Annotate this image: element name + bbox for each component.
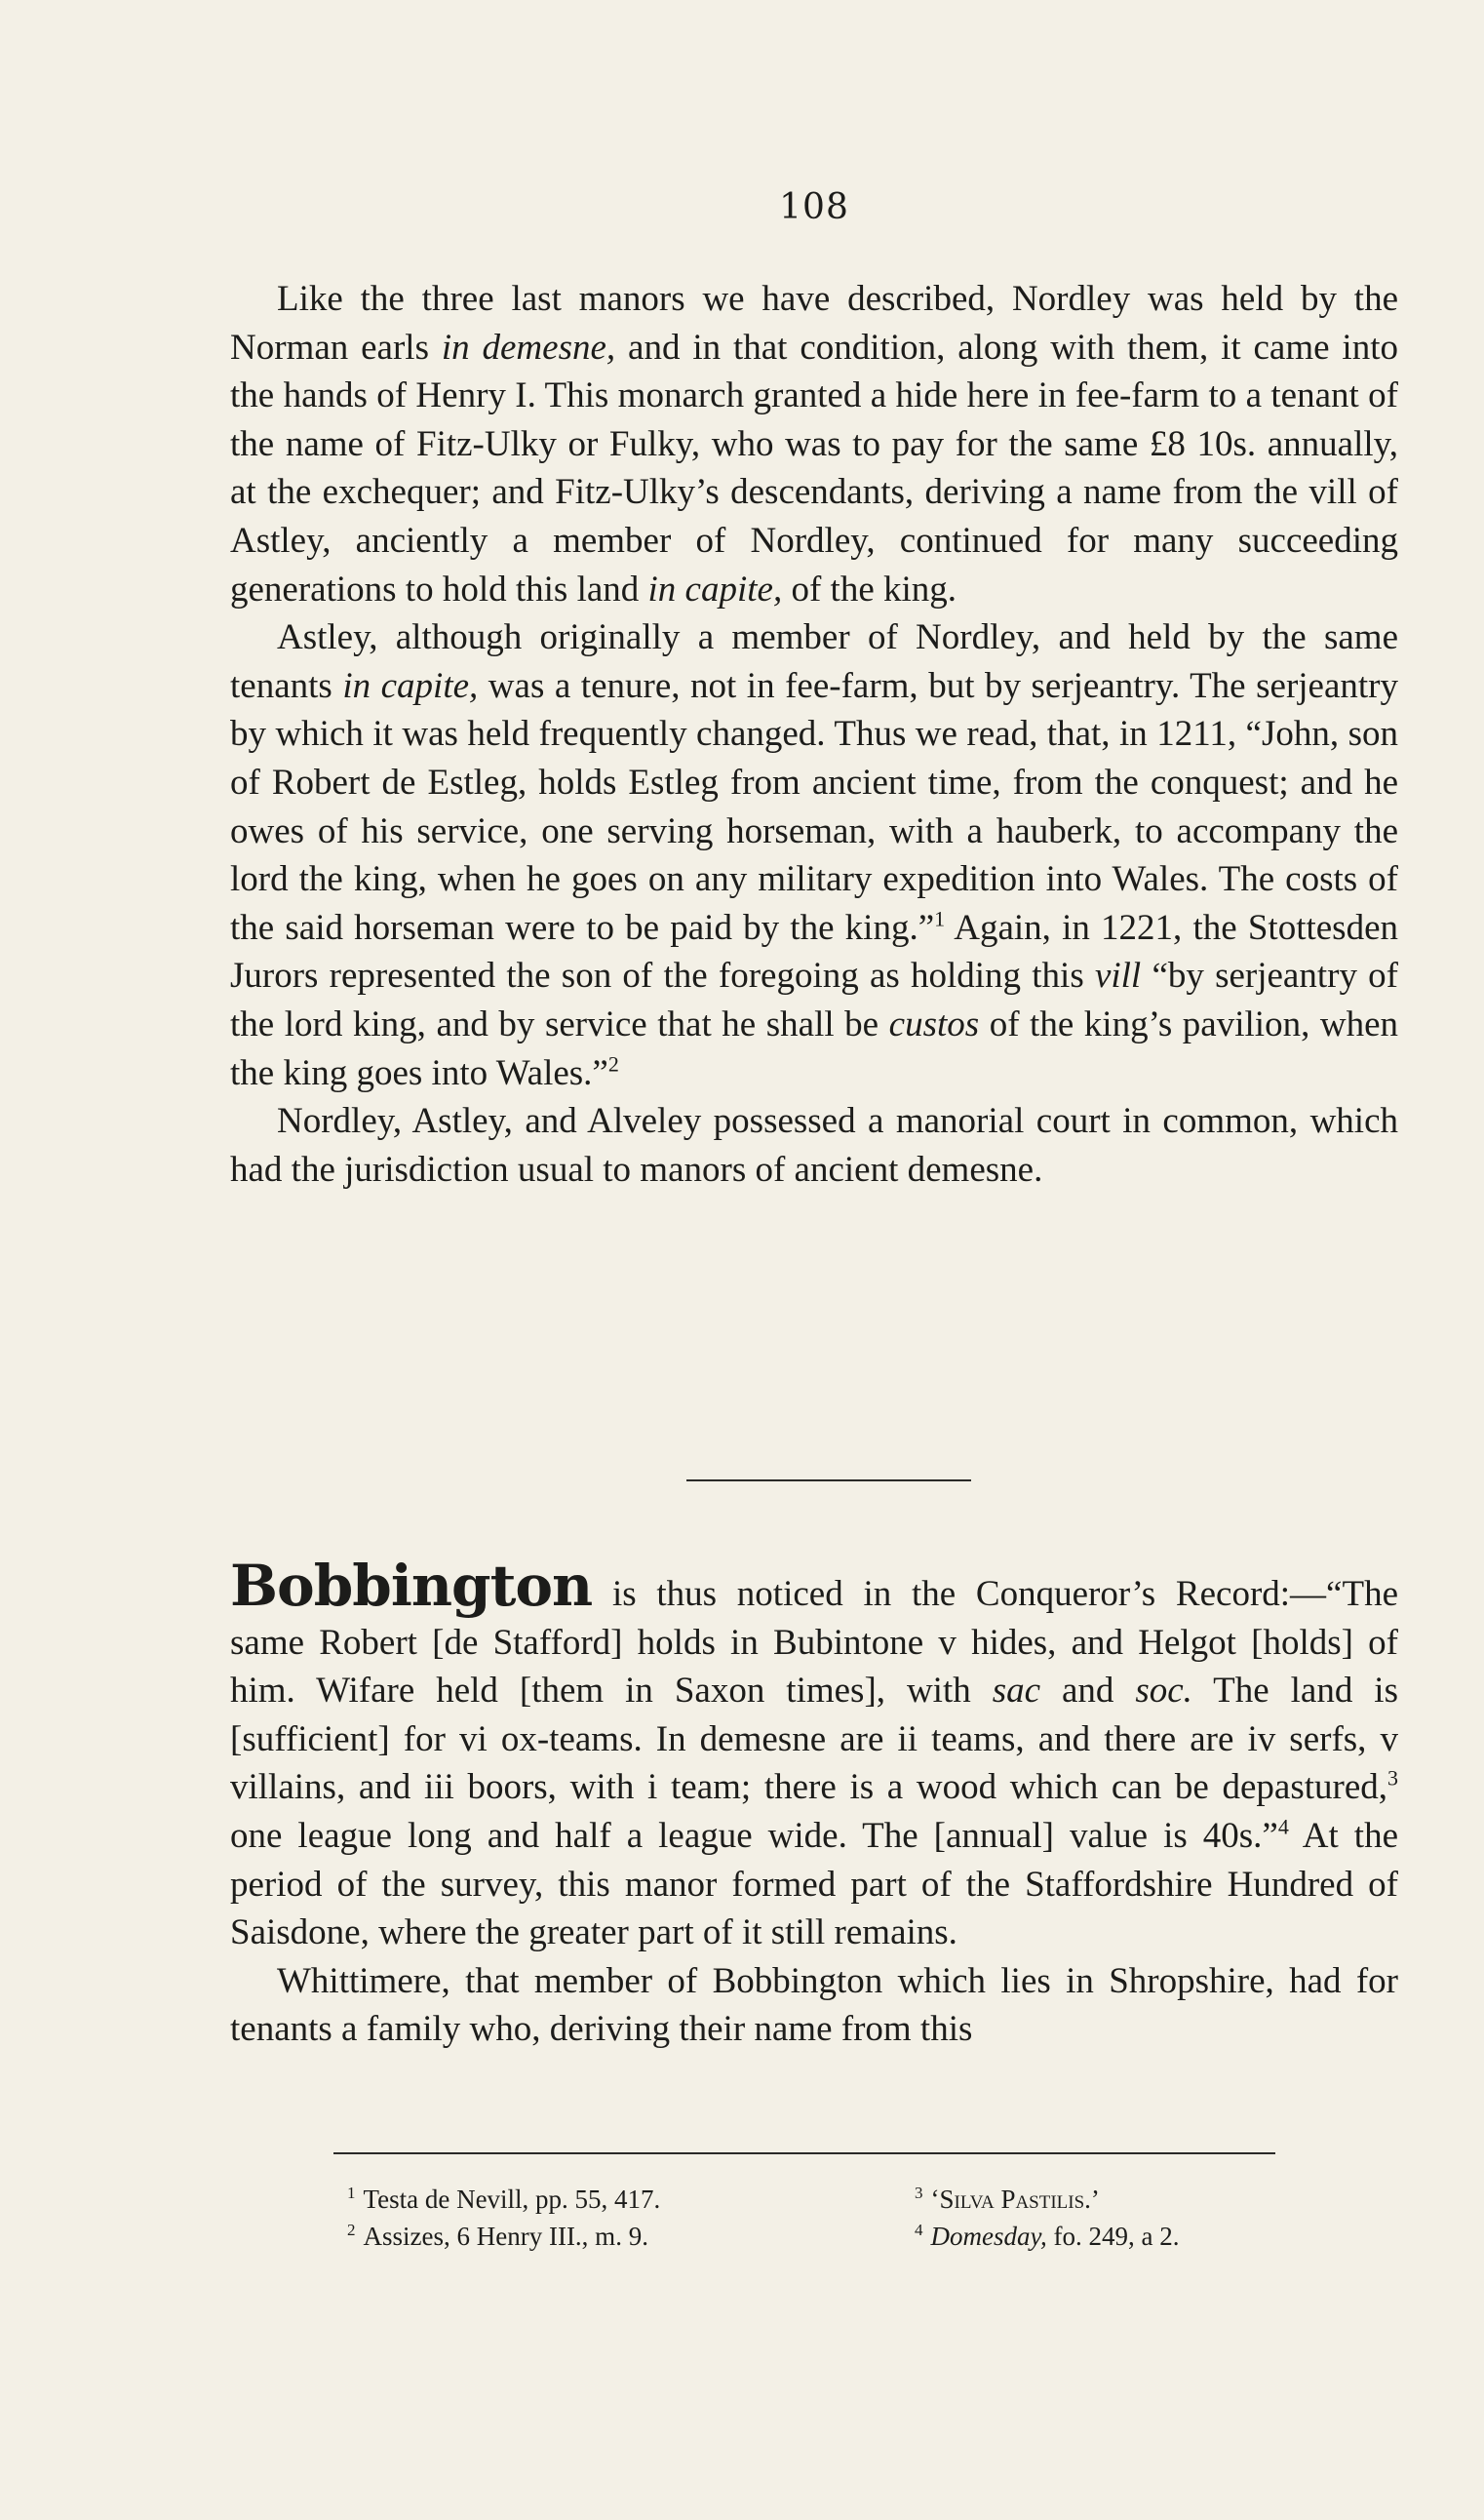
paragraph-body	[230, 1574, 1398, 1952]
text-run: is thus noticed in the Conqueror’s Record:—“The same Robert [de Stafford] holds in Bubintone v hides, and Helgot [holds] of him. Wifare held [them in Saxon times], with	[230, 1574, 1398, 1712]
paragraph	[230, 613, 1398, 1097]
paragraph	[230, 1097, 1398, 1194]
footnote-2	[347, 2218, 648, 2255]
footnote-mark: 3	[915, 2184, 923, 2202]
section-heading: Bobbington	[230, 1553, 593, 1619]
italic-run: sac	[992, 1671, 1041, 1712]
italic-run: in demesne,	[441, 327, 616, 368]
footnote-ref: 1	[934, 906, 946, 931]
text-run: and in that condition, along with them, it came into the hands of Henry I. This monarch granted a hide here in fee-farm to a tenant of the name of Fitz-Ulky or Fulky, who was to pay for the same £8 10s. annually, at the exchequer; and Fitz-Ulky’s descendants, deriving a name from the vill of Astley, anciently a member of Nordley, continued for many succeeding generations to hold this land	[230, 327, 1398, 610]
footnote-text: fo. 249, a 2.	[1046, 2222, 1180, 2251]
text-run: was a tenure, not in fee-farm, but by serjeantry. The serjeantry by which it was held frequently changed. Thus we read, that, in 1211, “John, son of Robert de Estleg, holds Estleg from ancient time, from the conquest; and he owes of his service, one serving horseman, with a hauberk, to accompany the lord the king, when he goes on any military expedition into Wales. The costs of the said horseman were to be paid by the king.”	[230, 665, 1398, 948]
footnote-1	[347, 2181, 660, 2218]
text-run: and	[1040, 1671, 1136, 1712]
text-run: Whittimere, that member of Bobbington which lies in Shropshire, had for tenants a family who, deriving their name from this	[230, 1960, 1398, 2050]
footnote-ref: 3	[1387, 1766, 1398, 1792]
paragraph	[230, 275, 1398, 613]
text-run: “by serjeantry of the lord king, and by service that he shall be	[230, 956, 1398, 1044]
text-run: Like the three last manors we have described, Nordley was held by the Norman earls	[230, 279, 1398, 368]
paragraph	[230, 1957, 1398, 2054]
text-block-nordley	[230, 275, 1398, 1194]
footnote-mark: 4	[915, 2221, 923, 2239]
footnote-text: Assizes, 6 Henry III., m. 9.	[363, 2222, 648, 2251]
footnote-text: Testa de Nevill, pp. 55, 417.	[363, 2185, 661, 2214]
italic-run: in capite,	[647, 569, 783, 610]
italic-run: soc.	[1135, 1671, 1192, 1712]
text-run: The land is [sufficient] for vi ox-teams. In demesne are ii teams, and there are iv serfs, v villains, and iii boors, with i team; there is a wood which can be depastured,	[230, 1671, 1398, 1808]
section-divider	[686, 1479, 971, 1481]
text-run: Again, in 1221, the Stottesden Jurors represented the son of the foregoing as holding this	[230, 907, 1398, 997]
footnote-divider	[333, 2152, 1275, 2154]
text-run: of the king’s pavilion, when the king goes into Wales.”	[230, 1004, 1399, 1093]
text-run: Nordley, Astley, and Alveley possessed a manorial court in common, which had the jurisdiction usual to manors of ancient demesne.	[230, 1101, 1398, 1190]
text-run: one league long and half a league wide. The [annual] value is 40s.”	[230, 1815, 1278, 1856]
italic-run: vill	[1094, 956, 1142, 997]
footnote-4	[915, 2218, 1179, 2255]
footnote-ref: 4	[1277, 1814, 1289, 1839]
footnote-mark: 1	[347, 2184, 356, 2202]
footnote-text: ‘Silva Pastilis.’	[930, 2185, 1100, 2214]
text-run: At the period of the survey, this manor formed part of the Staffordshire Hundred of Saisdone, where the greater part of it still remains.	[230, 1815, 1398, 1953]
text-run: of the king.	[782, 569, 957, 610]
italic-run: in capite,	[342, 665, 479, 706]
italic-run: custos	[888, 1004, 980, 1044]
book-page	[230, 0, 1398, 2520]
footnote-ref: 2	[607, 1051, 619, 1077]
text-block-bobbington	[230, 1553, 1398, 2054]
text-run: Astley, although originally a member of Nordley, and held by the same tenants	[230, 617, 1398, 706]
page-number: 108	[779, 187, 849, 227]
paragraph-with-heading	[230, 1553, 1398, 1957]
footnote-3	[915, 2181, 1100, 2218]
footnote-mark: 2	[347, 2221, 356, 2239]
footnote-text-italic: Domesday,	[930, 2222, 1047, 2251]
